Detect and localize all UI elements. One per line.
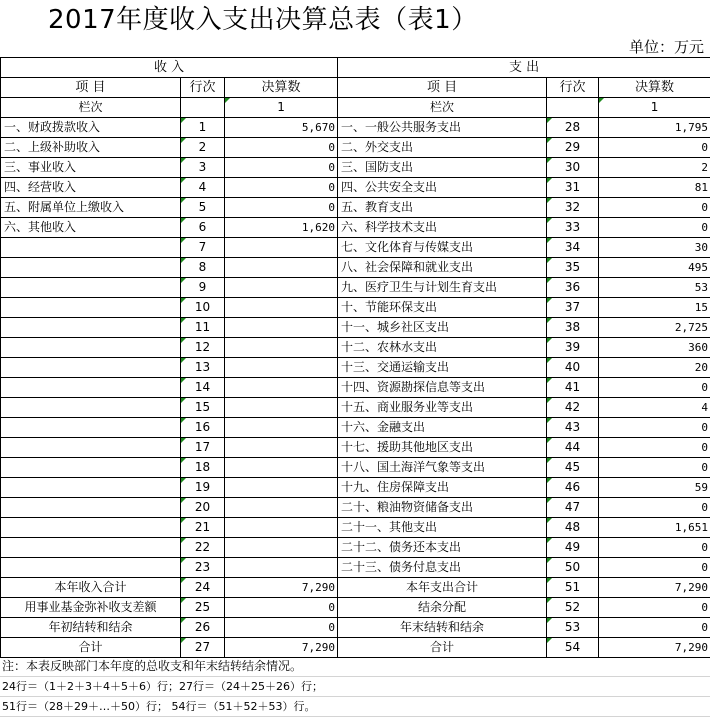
expense-line-no: 38 [547, 318, 599, 338]
table-row [1, 178, 710, 198]
expense-line-no: 50 [547, 558, 599, 578]
expense-item-name: 六、科学技术支出 [338, 218, 547, 238]
income-item-name [1, 458, 181, 478]
income-line-no: 19 [181, 478, 225, 498]
note-line: 注：本表反映部门本年度的总收支和年末结转结余情况。 [0, 657, 710, 677]
income-line-no: 10 [181, 298, 225, 318]
expense-line-no: 49 [547, 538, 599, 558]
expense-amount: 1,795 [599, 118, 710, 138]
note-line: 24行＝（1＋2＋3＋4＋5＋6）行；27行＝（24＋25＋26）行； [0, 677, 710, 697]
income-amount: 7,290 [225, 638, 338, 658]
income-item-name: 六、其他收入 [1, 218, 181, 238]
income-line-no: 13 [181, 358, 225, 378]
table-row [1, 118, 710, 138]
expense-amount-header: 决算数 [599, 78, 710, 98]
expense-item-name: 十一、城乡社区支出 [338, 318, 547, 338]
expense-amount: 0 [599, 218, 710, 238]
table-row [1, 498, 710, 518]
table-body [1, 118, 710, 658]
income-item-name: 四、经营收入 [1, 178, 181, 198]
table-row [1, 598, 710, 618]
income-amount [225, 438, 338, 458]
income-amount: 5,670 [225, 118, 338, 138]
expense-item-name: 十四、资源勘探信息等支出 [338, 378, 547, 398]
income-line-no: 21 [181, 518, 225, 538]
expense-amount: 7,290 [599, 638, 710, 658]
section-header-row [1, 58, 710, 78]
expense-item-name: 十八、国土海洋气象等支出 [338, 458, 547, 478]
income-expense-table [0, 57, 710, 658]
expense-line-no: 30 [547, 158, 599, 178]
expense-item-name: 合计 [338, 638, 547, 658]
income-item-name [1, 278, 181, 298]
expense-line-no: 42 [547, 398, 599, 418]
expense-line-no: 46 [547, 478, 599, 498]
expense-line-no: 52 [547, 598, 599, 618]
table-row [1, 198, 710, 218]
column-header-row [1, 78, 710, 98]
income-item-name [1, 438, 181, 458]
income-item-name: 本年收入合计 [1, 578, 181, 598]
income-line-no: 8 [181, 258, 225, 278]
expense-item-name: 八、社会保障和就业支出 [338, 258, 547, 278]
income-line-no: 7 [181, 238, 225, 258]
expense-line-no: 35 [547, 258, 599, 278]
expense-amount: 0 [599, 138, 710, 158]
expense-item-name: 二、外交支出 [338, 138, 547, 158]
income-amount: 7,290 [225, 578, 338, 598]
income-line-no: 23 [181, 558, 225, 578]
expense-item-name: 二十一、其他支出 [338, 518, 547, 538]
expense-line-no: 40 [547, 358, 599, 378]
table-row [1, 398, 710, 418]
expense-item-name: 十三、交通运输支出 [338, 358, 547, 378]
expense-amount: 360 [599, 338, 710, 358]
income-line-no: 22 [181, 538, 225, 558]
expense-line-no: 48 [547, 518, 599, 538]
expense-item-name: 九、医疗卫生与计划生育支出 [338, 278, 547, 298]
table-row [1, 418, 710, 438]
expense-item-name: 结余分配 [338, 598, 547, 618]
income-line-no: 14 [181, 378, 225, 398]
expense-item-name: 十二、农林水支出 [338, 338, 547, 358]
income-amount: 0 [225, 178, 338, 198]
income-line-no: 27 [181, 638, 225, 658]
table-row [1, 318, 710, 338]
income-item-name [1, 378, 181, 398]
expense-item-name: 十九、住房保障支出 [338, 478, 547, 498]
income-item-name: 二、上级补助收入 [1, 138, 181, 158]
expense-amount: 7,290 [599, 578, 710, 598]
expense-item-name: 三、国防支出 [338, 158, 547, 178]
expense-item-name: 四、公共安全支出 [338, 178, 547, 198]
income-line-no: 6 [181, 218, 225, 238]
expense-line-no: 34 [547, 238, 599, 258]
expense-amount: 2 [599, 158, 710, 178]
income-line-no: 5 [181, 198, 225, 218]
expense-section-header: 支 出 [338, 58, 710, 78]
income-column-no: 1 [225, 98, 338, 118]
income-amount: 1,620 [225, 218, 338, 238]
income-item-name [1, 398, 181, 418]
table-row [1, 558, 710, 578]
income-line-no: 25 [181, 598, 225, 618]
income-amount [225, 238, 338, 258]
table-row [1, 298, 710, 318]
table-row [1, 238, 710, 258]
income-amount [225, 538, 338, 558]
table-row [1, 158, 710, 178]
income-item-name: 用事业基金弥补收支差额 [1, 598, 181, 618]
income-line-no: 20 [181, 498, 225, 518]
expense-line-no: 29 [547, 138, 599, 158]
table-row [1, 618, 710, 638]
income-section-header: 收 入 [1, 58, 338, 78]
table-row [1, 438, 710, 458]
income-item-name [1, 238, 181, 258]
table-row [1, 578, 710, 598]
expense-item-name: 十七、援助其他地区支出 [338, 438, 547, 458]
expense-amount: 0 [599, 618, 710, 638]
expense-line-no: 37 [547, 298, 599, 318]
expense-amount: 4 [599, 398, 710, 418]
table-row [1, 338, 710, 358]
expense-line-no-header: 行次 [547, 78, 599, 98]
expense-amount: 0 [599, 378, 710, 398]
expense-amount: 81 [599, 178, 710, 198]
income-column-blank [181, 98, 225, 118]
table-row [1, 458, 710, 478]
income-item-name: 年初结转和结余 [1, 618, 181, 638]
income-line-no: 16 [181, 418, 225, 438]
income-amount: 0 [225, 618, 338, 638]
expense-line-no: 44 [547, 438, 599, 458]
table-row [1, 638, 710, 658]
table-row [1, 378, 710, 398]
expense-amount: 0 [599, 458, 710, 478]
income-item-name: 一、财政拨款收入 [1, 118, 181, 138]
income-amount: 0 [225, 598, 338, 618]
notes-block [0, 657, 710, 717]
expense-line-no: 45 [547, 458, 599, 478]
income-item-name [1, 558, 181, 578]
table-row [1, 258, 710, 278]
expense-line-no: 32 [547, 198, 599, 218]
expense-line-no: 28 [547, 118, 599, 138]
income-amount-header: 决算数 [225, 78, 338, 98]
income-amount [225, 478, 338, 498]
income-amount [225, 558, 338, 578]
income-line-no: 24 [181, 578, 225, 598]
expense-item-name: 七、文化体育与传媒支出 [338, 238, 547, 258]
income-item-header: 项 目 [1, 78, 181, 98]
expense-amount: 20 [599, 358, 710, 378]
expense-line-no: 39 [547, 338, 599, 358]
income-item-name [1, 518, 181, 538]
expense-item-name: 十六、金融支出 [338, 418, 547, 438]
expense-amount: 0 [599, 558, 710, 578]
income-amount [225, 258, 338, 278]
expense-item-name: 五、教育支出 [338, 198, 547, 218]
expense-column-blank [547, 98, 599, 118]
income-amount [225, 358, 338, 378]
table-row [1, 538, 710, 558]
expense-column-no: 1 [599, 98, 710, 118]
income-line-no: 26 [181, 618, 225, 638]
expense-amount: 0 [599, 598, 710, 618]
note-line: 51行＝（28＋29＋…＋50）行； 54行＝（51＋52＋53）行。 [0, 697, 710, 717]
expense-item-name: 二十三、债务付息支出 [338, 558, 547, 578]
expense-amount: 30 [599, 238, 710, 258]
table-row [1, 218, 710, 238]
expense-item-name: 二十、粮油物资储备支出 [338, 498, 547, 518]
income-item-name [1, 418, 181, 438]
expense-amount: 59 [599, 478, 710, 498]
expense-amount: 2,725 [599, 318, 710, 338]
expense-item-name: 本年支出合计 [338, 578, 547, 598]
income-line-no: 2 [181, 138, 225, 158]
income-amount [225, 278, 338, 298]
income-item-name [1, 358, 181, 378]
expense-line-no: 31 [547, 178, 599, 198]
table-row [1, 138, 710, 158]
expense-line-no: 43 [547, 418, 599, 438]
expense-line-no: 41 [547, 378, 599, 398]
expense-item-name: 十五、商业服务业等支出 [338, 398, 547, 418]
income-amount [225, 518, 338, 538]
income-line-no: 18 [181, 458, 225, 478]
unit-label: 单位：万元 [629, 38, 704, 56]
expense-amount: 15 [599, 298, 710, 318]
table-row [1, 478, 710, 498]
expense-line-no: 53 [547, 618, 599, 638]
table-row [1, 518, 710, 538]
income-line-no: 1 [181, 118, 225, 138]
income-amount [225, 318, 338, 338]
income-item-name: 合计 [1, 638, 181, 658]
expense-amount: 495 [599, 258, 710, 278]
income-amount [225, 498, 338, 518]
income-amount: 0 [225, 138, 338, 158]
expense-item-name: 年末结转和结余 [338, 618, 547, 638]
income-amount [225, 338, 338, 358]
income-line-no-header: 行次 [181, 78, 225, 98]
expense-line-no: 51 [547, 578, 599, 598]
income-line-no: 11 [181, 318, 225, 338]
expense-amount: 53 [599, 278, 710, 298]
income-item-name [1, 338, 181, 358]
income-amount: 0 [225, 158, 338, 178]
expense-column-label: 栏次 [338, 98, 547, 118]
expense-item-name: 二十二、债务还本支出 [338, 538, 547, 558]
expense-line-no: 47 [547, 498, 599, 518]
income-line-no: 4 [181, 178, 225, 198]
column-index-row [1, 98, 710, 118]
income-line-no: 9 [181, 278, 225, 298]
expense-line-no: 36 [547, 278, 599, 298]
income-amount [225, 378, 338, 398]
expense-amount: 0 [599, 198, 710, 218]
income-line-no: 15 [181, 398, 225, 418]
expense-amount: 0 [599, 498, 710, 518]
expense-amount: 0 [599, 418, 710, 438]
income-amount [225, 398, 338, 418]
income-item-name [1, 478, 181, 498]
report-title: 2017年度收入支出决算总表（表1） [48, 2, 478, 38]
expense-item-header: 项 目 [338, 78, 547, 98]
income-item-name [1, 498, 181, 518]
income-item-name: 五、附属单位上缴收入 [1, 198, 181, 218]
income-item-name [1, 298, 181, 318]
income-line-no: 3 [181, 158, 225, 178]
income-item-name: 三、事业收入 [1, 158, 181, 178]
expense-amount: 0 [599, 538, 710, 558]
expense-amount: 0 [599, 438, 710, 458]
expense-item-name: 十、节能环保支出 [338, 298, 547, 318]
income-item-name [1, 538, 181, 558]
expense-line-no: 33 [547, 218, 599, 238]
income-amount [225, 458, 338, 478]
income-line-no: 12 [181, 338, 225, 358]
table-row [1, 278, 710, 298]
income-column-label: 栏次 [1, 98, 181, 118]
income-amount: 0 [225, 198, 338, 218]
table-row [1, 358, 710, 378]
income-line-no: 17 [181, 438, 225, 458]
expense-line-no: 54 [547, 638, 599, 658]
expense-item-name: 一、一般公共服务支出 [338, 118, 547, 138]
income-item-name [1, 258, 181, 278]
income-amount [225, 298, 338, 318]
income-amount [225, 418, 338, 438]
expense-amount: 1,651 [599, 518, 710, 538]
income-item-name [1, 318, 181, 338]
